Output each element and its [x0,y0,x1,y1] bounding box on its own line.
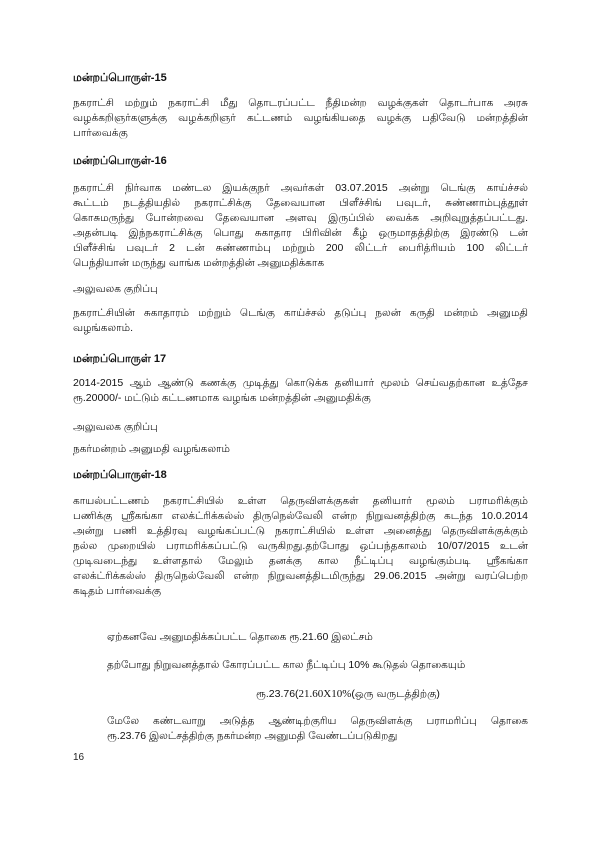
section-18-closing [107,714,528,744]
section-18-heading: மன்றப்பொருள்-18 [73,469,167,481]
paragraph-line: பணிக்கு ஸ்ரீகங்கா எலக்ட்ரிக்கல்ஸ் திருநெல்வேலி என்ற நிறுவனத்திற்கு கடந்த 10.0.2014 [73,510,528,522]
section-17-heading: மன்றப்பொருள் 17 [73,353,167,365]
closing-line: ரூ.23.76 இலட்சத்திற்கு நகர்மன்ற அனுமதி வேண்டப்படுகிறது [107,730,398,742]
paragraph-line: அன்று பணி உத்திரவு வழங்கப்பட்டு நகராட்சியில் உள்ள அனைத்து தெருவிளக்குக்கும் [73,525,528,537]
paragraph-line: கொசுமருந்து போன்றவை தேவையான அளவு இருப்பில் வைக்க அறிவுறுத்தப்பட்டது. [73,212,528,224]
calculation-line [256,687,440,702]
paragraph-line: அதன்படி இந்நகராட்சிக்கு பொது சுகாதார பிரிவின் கீழ் ஒருமாதத்திற்கு இரண்டு டன் [73,227,528,239]
closing-line: மேலே கண்டவாறு அடுத்த ஆண்டிற்குரிய தெருவிளக்கு பராமரிப்பு தொகை [107,715,528,727]
section-17-paragraph: 2014-2015 ஆம் ஆண்டு கணக்கு முடித்து கொடுக்க தனியார் மூலம் செய்வதற்கான உத்தேச ரூ.20000/- மட்டும் கட்டணமாக வழங்க மன்றத்தின் அனுமதிக்கு [73,377,528,404]
section-15-paragraph: நகராட்சி மற்றும் நகராட்சி மீது தொடரப்பட்ட நீதிமன்ற வழக்குகள் தொடர்பாக அரசு வழக்கறிஞர்களுக்கு வழக்கறிஞர் கட்டணம் வழங்கியதை வழக்கு பதிவேடு மன்றத்தின் பார்வைக்கு [73,97,528,139]
approved-amount-line: ஏற்கனவே அனுமதிக்கப்பட்ட தொகை ரூ.21.60 இலட்சம் [107,631,373,643]
paragraph-line: முடிவடைந்து உள்ளதால் மேலும் தனக்கு கால நீட்டிப்பு வழங்கும்படி ஸ்ரீகங்கா [73,555,528,567]
calculation-prefix: ரூ.23.76( [256,688,299,700]
section-18-paragraph [73,494,528,599]
paragraph-line: பிளீச்சிங் பவுடர் 2 டன் சுண்ணாம்பு மற்றும் 200 லிட்டர் பைரித்ரியம் 100 லிட்டர் [73,242,528,254]
paragraph-line: எலக்ட்ரிக்கல்ஸ் திருநெல்வேலி என்ற நிறுவனத்திடமிருந்து 29.06.2015 அன்று வரப்பெற்ற [73,570,528,582]
section-17-office-note: நகர்மன்றம் அனுமதி வழங்கலாம் [73,443,230,455]
paragraph-line: கடிதம் பார்வைக்கு [73,585,162,597]
calculation-suffix: (ஒரு வருடத்திற்கு) [351,688,440,700]
page-number: 16 [73,752,85,763]
paragraph-line: நல்ல முறையில் பராமரிக்கப்பட்டு வருகிறது.தற்போது ஒப்பந்தகாலம் 10/07/2015 உடன் [73,540,528,552]
paragraph-line: பெந்தியான் மருந்து வாங்க மன்றத்தின் அனுமதிக்காக [73,257,325,269]
paragraph-line: நகராட்சி நிர்வாக மண்டல இயக்குநர் அவர்கள் 03.07.2015 அன்று டெங்கு காய்ச்சல் [73,182,528,194]
calculation-formula: 21.60X10% [298,688,352,700]
paragraph-line: கூட்டம் நடத்தியதில் நகராட்சிக்கு தேவையான பிளீச்சிங் பவுடர், சுண்ணாம்புத்தூள் [73,197,528,209]
paragraph-line: காயல்பட்டணம் நகராட்சியில் உள்ள தெருவிளக்குகள் தனியார் மூலம் பராமரிக்கும் [73,495,528,507]
section-16-office-note-label: அலுவலக குறிப்பு [73,283,158,295]
section-15-heading: மன்றப்பொருள்-15 [73,72,167,84]
section-16-heading: மன்றப்பொருள்-16 [73,155,167,167]
section-16-paragraph [73,181,528,271]
section-17-office-note-label: அலுவலக குறிப்பு [73,421,158,433]
section-16-office-note: நகராட்சியின் சுகாதாரம் மற்றும் டெங்கு காய்ச்சல் தடுப்பு நலன் கருதி மன்றம் அனுமதி வழங்கலாம். [73,307,528,334]
extension-request-line: தற்போது நிறுவனத்தால் கோரப்பட்ட கால நீட்டிப்பு 10% கூடுதல் தொகையும் [107,659,466,671]
